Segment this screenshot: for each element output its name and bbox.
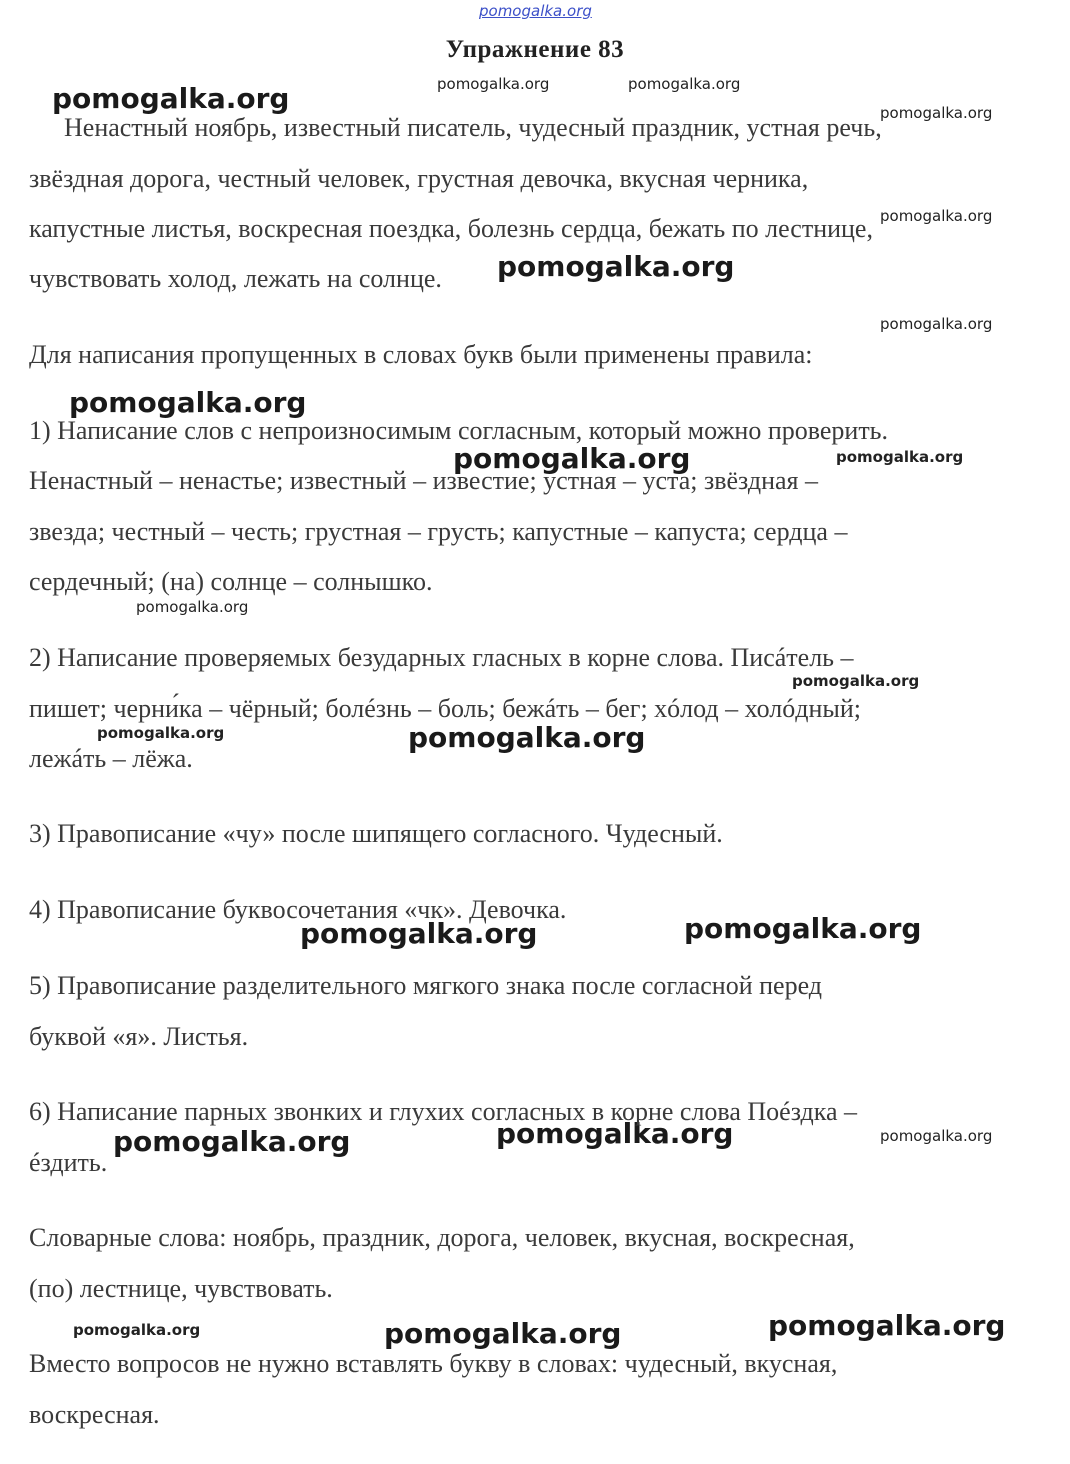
watermark: pomogalka.org bbox=[52, 82, 290, 115]
exercise-line: Ненастный ноябрь, известный писатель, чудесный праздник, устная речь, bbox=[64, 113, 882, 142]
rule-4-line: 4) Правописание буквосочетания «чк». Девочка. bbox=[29, 895, 567, 924]
watermark: pomogalka.org bbox=[73, 1321, 201, 1339]
exercise-line: чувствовать холод, лежать на солнце. bbox=[29, 264, 442, 293]
watermark: pomogalka.org bbox=[113, 1125, 351, 1158]
watermark: pomogalka.org bbox=[437, 75, 550, 93]
rule-6-line: 6) Написание парных звонких и глухих согласных в корне слова Поéздка – bbox=[29, 1097, 858, 1126]
watermark: pomogalka.org bbox=[880, 207, 993, 225]
watermark: pomogalka.org bbox=[136, 598, 249, 616]
dictionary-line: (по) лестнице, чувствовать. bbox=[29, 1274, 333, 1303]
page-title: Упражнение 83 bbox=[445, 36, 625, 63]
rule-1-line: 1) Написание слов с непроизносимым согласным, который можно проверить. bbox=[29, 416, 889, 445]
rule-1-line: звезда; честный – честь; грустная – грусть; капустные – капуста; сердца – bbox=[29, 517, 848, 546]
watermark: pomogalka.org bbox=[880, 315, 993, 333]
watermark: pomogalka.org bbox=[880, 104, 993, 122]
rules-intro: Для написания пропущенных в словах букв были применены правила: bbox=[29, 340, 813, 369]
watermark: pomogalka.org bbox=[792, 672, 920, 690]
watermark: pomogalka.org bbox=[684, 912, 922, 945]
watermark: pomogalka.org bbox=[97, 724, 225, 742]
watermark: pomogalka.org bbox=[880, 1127, 993, 1145]
watermark: pomogalka.org bbox=[768, 1309, 1006, 1342]
rule-2-line: лежáть – лёжа. bbox=[29, 744, 193, 773]
watermark: pomogalka.org bbox=[453, 442, 691, 475]
rule-1-line: Ненастный – ненастье; известный – известие; устная – уста; звёздная – bbox=[29, 466, 819, 495]
rule-1-line: сердечный; (на) солнце – солнышко. bbox=[29, 567, 433, 596]
exercise-line: капустные листья, воскресная поездка, болезнь сердца, бежать по лестнице, bbox=[29, 214, 873, 243]
closing-line: Вместо вопросов не нужно вставлять букву в словах: чудесный, вкусная, bbox=[29, 1349, 838, 1378]
watermark: pomogalka.org bbox=[497, 250, 735, 283]
rule-2-line: пишет; черни́ка – чёрный; болéзнь – боль; бежáть – бег; хóлод – холóдный; bbox=[29, 694, 862, 723]
dictionary-line: Словарные слова: ноябрь, праздник, дорога, человек, вкусная, воскресная, bbox=[29, 1223, 855, 1252]
watermark-top[interactable]: pomogalka.org bbox=[479, 2, 592, 20]
watermark: pomogalka.org bbox=[384, 1317, 622, 1350]
rule-3-line: 3) Правописание «чу» после шипящего согласного. Чудесный. bbox=[29, 819, 723, 848]
watermark: pomogalka.org bbox=[408, 721, 646, 754]
rule-5-line: буквой «я». Листья. bbox=[29, 1022, 249, 1051]
watermark: pomogalka.org bbox=[300, 917, 538, 950]
watermark: pomogalka.org bbox=[628, 75, 741, 93]
watermark: pomogalka.org bbox=[69, 386, 307, 419]
rule-2-line: 2) Написание проверяемых безударных гласных в корне слова. Писáтель – bbox=[29, 643, 854, 672]
watermark: pomogalka.org bbox=[496, 1117, 734, 1150]
closing-line: воскресная. bbox=[29, 1400, 160, 1429]
watermark: pomogalka.org bbox=[836, 448, 964, 466]
exercise-line: звёздная дорога, честный человек, грустная девочка, вкусная черника, bbox=[29, 164, 809, 193]
rule-6-line: éздить. bbox=[29, 1148, 108, 1177]
rule-5-line: 5) Правописание разделительного мягкого знака после согласной перед bbox=[29, 971, 822, 1000]
